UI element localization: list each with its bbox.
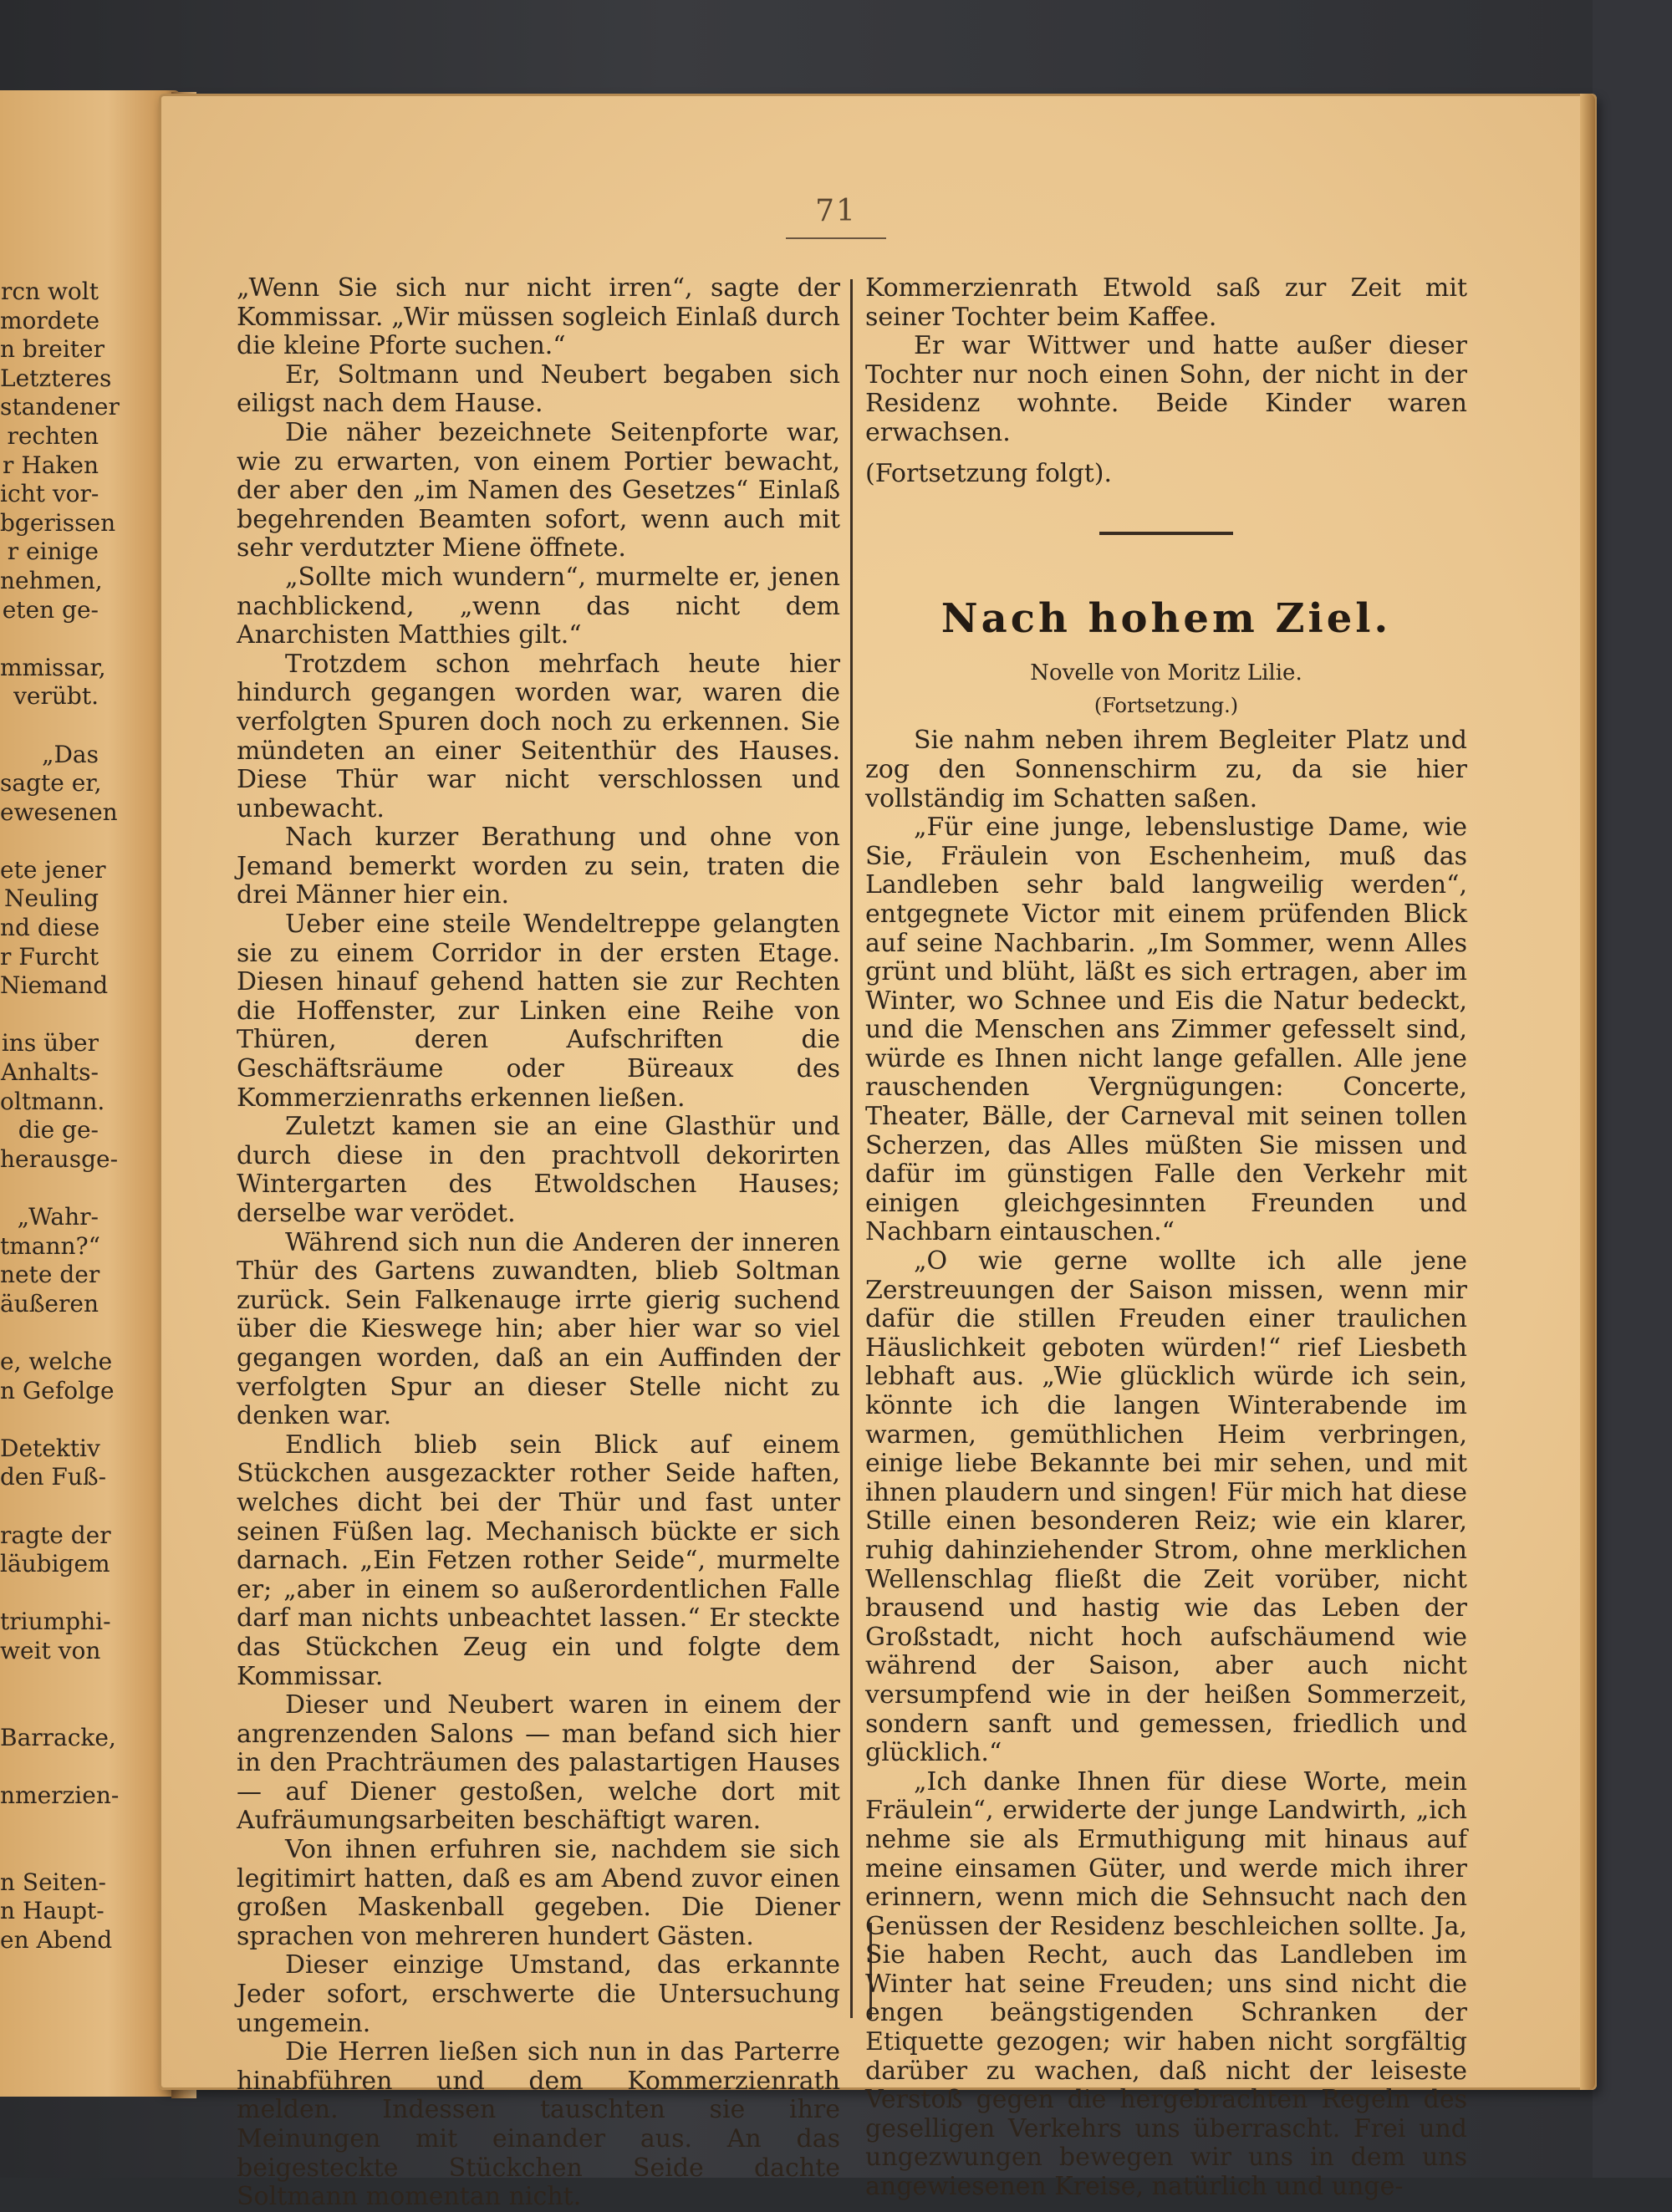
margin-fragment-line: en Abend [0, 1925, 113, 1954]
margin-fragment-line: n Seiten- [0, 1868, 106, 1896]
right-column [865, 274, 1467, 2202]
paragraph: Von ihnen erfuhren sie, nachdem sie sich legitimirt hatten, daß es am Abend zuvor einen großen Maskenball gegeben. Die Diener sprachen von mehreren hundert Gästen. [237, 1835, 840, 1951]
margin-fragment-line: sagte er, [0, 769, 102, 798]
margin-fragment-line: rcn wolt [0, 278, 99, 305]
margin-fragment-line [0, 1579, 99, 1608]
story-title: Nach hohem Ziel. [940, 595, 1392, 643]
continuation-label: (Fortsetzung folgt). [865, 458, 1112, 488]
paragraph: Nach kurzer Berathung und ohne von Jemand bemerkt worden zu sein, traten die drei Männer hier ein. [237, 823, 840, 910]
section-divider [1099, 532, 1233, 535]
paragraph: Die Herren ließen sich nun in das Parterre hinabführen und dem Kommerzienrath melden. Indessen tauschten sie ihre Meinungen mit einander aus. An das beigesteckte Stückchen Seide dachte Soltmann momentan nicht. [237, 2037, 840, 2212]
story-continuation: (Fortsetzung.) [1093, 693, 1239, 717]
margin-fragment-line: e, welche [0, 1347, 113, 1375]
margin-fragment-line: r Haken [3, 451, 99, 479]
margin-fragment-line [0, 1405, 99, 1435]
left-column [237, 274, 840, 2212]
paragraph: Trotzdem schon mehrfach heute hier hindurch gegangen worden war, waren die verfolgten Spuren doch noch zu erkennen. Sie mündeten an einer Seitenthür des Hauses. Diese Thür war nicht verschlossen und unbewacht. [237, 649, 840, 823]
paragraph: Kommerzienrath Etwold saß zur Zeit mit seiner Tochter beim Kaffee. [865, 273, 1467, 332]
paragraph: „O wie gerne wollte ich alle jene Zerstreuungen der Saison missen, wenn mir dafür die stillen Freuden einer traulichen Häuslichkeit geboten würden!“ rief Liesbeth lebhaft aus. „Wie glücklich würde ich sein, könnte ich die langen Winterabende im warmen, gemüthlichen Heim verbringen, einige liebe Bekannte bei mir sehen, und mit ihnen plaudern und singen! Für mich hat diese Stille einen besonderen Reiz; wie ein klarer, ruhig dahinziehender Strom, ohne merklichen Wellenschlag fließt die Zeit vorüber, nicht brausend und hastig wie das Leben der Großstadt, nicht hoch aufschäumend wie während der Saison, aber auch nicht versumpfend wie in der heißen Sommerzeit, sondern sanft und gemessen, friedlich und glücklich.“ [865, 1246, 1467, 1768]
margin-fragment-line: den Fuß- [0, 1463, 107, 1491]
margin-fragment-line: triumphi- [0, 1608, 111, 1636]
margin-fragment-line [0, 1318, 99, 1348]
page-number-rule [786, 237, 886, 239]
margin-fragment-line: läubigem [0, 1550, 110, 1578]
margin-fragment-line: n breiter [0, 335, 104, 364]
margin-fragment-line: icht vor- [0, 480, 99, 508]
margin-fragment-line: nehmen, [0, 566, 103, 594]
margin-fragment-line: ins über [1, 1029, 99, 1058]
margin-fragment-line: eten ge- [2, 595, 99, 624]
margin-fragment-line: standener [0, 393, 120, 421]
margin-fragment-line [0, 624, 99, 654]
paragraph: Sie nahm neben ihrem Begleiter Platz und zog den Sonnenschirm zu, da sie hier vollständig im Schatten saßen. [865, 726, 1467, 813]
page-number: 71 [815, 194, 857, 228]
paragraph: „Wenn Sie sich nur nicht irren“, sagte der Kommissar. „Wir müssen sogleich Einlaß durch die kleine Pforte suchen.“ [237, 273, 840, 361]
paragraph: Dieser und Neubert waren in einem der angrenzenden Salons — man befand sich hier in den Prachträumen des palastartigen Hauses — auf Diener gestoßen, welche dort mit Aufräumungsarbeiten beschäftigt waren. [237, 1690, 840, 1836]
margin-fragment-line: r einige [7, 538, 99, 566]
margin-fragment-line: rechten [7, 421, 99, 450]
margin-fragment-line: „Das [41, 740, 99, 768]
margin-fragment-line: die ge- [18, 1116, 99, 1144]
margin-fragment-line: oltmann. [0, 1087, 105, 1115]
margin-fragment-line [0, 1492, 99, 1521]
scanner-bed-edge [1593, 0, 1672, 2178]
margin-fragment-line [0, 1695, 99, 1724]
margin-fragment-line: herausge- [0, 1144, 119, 1173]
paragraph: „Sollte mich wundern“, murmelte er, jenen nachblickend, „wenn das nicht dem Anarchisten Matthies gilt.“ [237, 562, 840, 650]
previous-page-text-fragment [0, 278, 120, 1955]
margin-fragment-line: weit von [0, 1636, 101, 1664]
paragraph: Endlich blieb sein Blick auf einem Stückchen ausgezackter rother Seide haften, welches dicht bei der Thür und fast unter seinen Füßen lag. Mechanisch bückte er sich darnach. „Ein Fetzen rother Seide“, murmelte er; „aber in einem so außerordentlichen Falle darf man nichts unbeachtet lassen.“ Er steckte das Stückchen Zeug ein und folgte dem Kommissar. [237, 1430, 840, 1691]
margin-fragment-line: bgerissen [0, 508, 116, 537]
paragraph: „Ich danke Ihnen für diese Worte, mein Fräulein“, erwiderte der junge Landwirth, „ich nehme sie als Ermuthigung mit hinaus auf meine einsamen Güter, und werde mich ihrer erinnern, wenn mich die Sehnsucht nach den Genüssen der Residenz beschleichen sollte. Ja, Sie haben Recht, auch das Landleben im Winter hat seine Freuden; uns sind nicht die engen beängstigenden Schranken der Etiquette gezogen; wir haben nicht sorgfältig darüber zu wachen, daß nicht der leiseste Verstoß gegen die hergebrachten Regeln des geselligen Verkehrs uns überrascht. Frei und ungezwungen bewegen wir uns in dem uns angewiesenen Kreise, natürlich und unge- [865, 1766, 1467, 2202]
paragraph: Er war Wittwer und hatte außer dieser Tochter nur noch einen Sohn, der nicht in der Residenz wohnte. Beide Kinder waren erwachsen. [865, 331, 1467, 447]
margin-fragment-line: ewesenen [0, 798, 118, 826]
margin-fragment-line: n Haupt- [0, 1897, 104, 1925]
column-divider [850, 279, 853, 2018]
margin-fragment-line: ragte der [0, 1521, 111, 1549]
margin-fragment-line [0, 1174, 99, 1203]
story-byline: Novelle von Moritz Lilie. [1030, 660, 1302, 686]
margin-fragment-line: Letzteres [0, 364, 112, 392]
paragraph: Die näher bezeichnete Seitenpforte war, wie zu erwarten, von einem Portier bewacht, der aber den „im Namen des Gesetzes“ Einlaß begehrenden Beamten sofort, wenn auch mit sehr verdutzter Miene öffnete. [237, 417, 840, 563]
margin-fragment-line: Niemand [0, 971, 109, 1000]
margin-fragment-line: mordete [0, 306, 100, 334]
margin-fragment-line: mmissar, [0, 653, 106, 681]
margin-fragment-line [0, 711, 99, 741]
margin-fragment-line: ete jener [0, 855, 106, 884]
paragraph: Ueber eine steile Wendeltreppe gelangten sie zu einem Corridor in der ersten Etage. Diesen hinauf gehend hatten sie zur Rechten die Hoffenster, zur Linken eine Reihe von Thüren, deren Aufschriften die Geschäftsräume oder Büreaux des Kommerzienraths erkennen ließen. [237, 910, 840, 1113]
margin-fragment-line: nmerzien- [0, 1781, 120, 1809]
margin-fragment-line: Detektiv [0, 1434, 100, 1462]
margin-fragment-line: äußeren [0, 1289, 99, 1318]
paragraph: Während sich nun die Anderen der inneren Thür des Gartens zuwandten, blieb Soltman zurück. Sein Falkenauge irrte gierig suchend über die Kieswege hin; aber hier war so viel gegangen worden, daß an ein Auffinden der verfolgten Spur an dieser Stelle nicht zu denken war. [237, 1227, 840, 1431]
paragraph: Dieser einzige Umstand, das erkannte Jeder sofort, erschwerte die Untersuchung ungemein. [237, 1950, 840, 2038]
margin-fragment-line: tmann?“ [0, 1231, 100, 1260]
margin-fragment-line: verübt. [13, 682, 99, 711]
margin-fragment-line [0, 1810, 99, 1839]
margin-fragment-line [0, 1752, 99, 1781]
paragraph: Zuletzt kamen sie an eine Glasthür und durch diese in den prachtvoll dekorirten Wintergarten des Etwoldschen Hauses; derselbe war verödet. [237, 1112, 840, 1228]
margin-fragment-line [0, 827, 99, 856]
margin-fragment-line: Neuling [4, 884, 99, 913]
paragraph: „Für eine junge, lebenslustige Dame, wie Sie, Fräulein von Eschenheim, muß das Landleben sehr bald langweilig werden“, entgegnete Victor mit einem prüfenden Blick auf seine Nachbarin. „Im Sommer, wenn Alles grünt und blüht, läßt es sich ertragen, aber im Winter, wo Schnee und Eis die Natur bedeckt, und die Menschen ans Zimmer gefesselt sind, würde es Ihnen nicht lange gefallen. Alle jene rauschenden Vergnügungen: Concerte, Theater, Bälle, der Carneval mit seinen tollen Scherzen, das Alles müßten Sie missen und dafür im günstigen Falle den Verkehr mit einigen gleichgesinnten Freunden und Nachbarn eintauschen.“ [865, 813, 1467, 1247]
page-edge [1580, 94, 1595, 2090]
margin-fragment-line: n Gefolge [0, 1376, 115, 1404]
paragraph: Er, Soltmann und Neubert begaben sich eiligst nach dem Hause. [237, 359, 840, 419]
margin-fragment-line: Anhalts- [0, 1058, 99, 1087]
margin-fragment-line: nete der [0, 1261, 100, 1289]
margin-fragment-line: „Wahr- [17, 1203, 99, 1231]
margin-fragment-line [0, 1666, 99, 1695]
margin-fragment-line [0, 1001, 99, 1030]
margin-fragment-line [0, 1839, 99, 1868]
margin-fragment-line: nd diese [0, 914, 100, 942]
margin-fragment-line: Barracke, [0, 1723, 116, 1751]
margin-fragment-line: r Furcht [0, 942, 99, 971]
